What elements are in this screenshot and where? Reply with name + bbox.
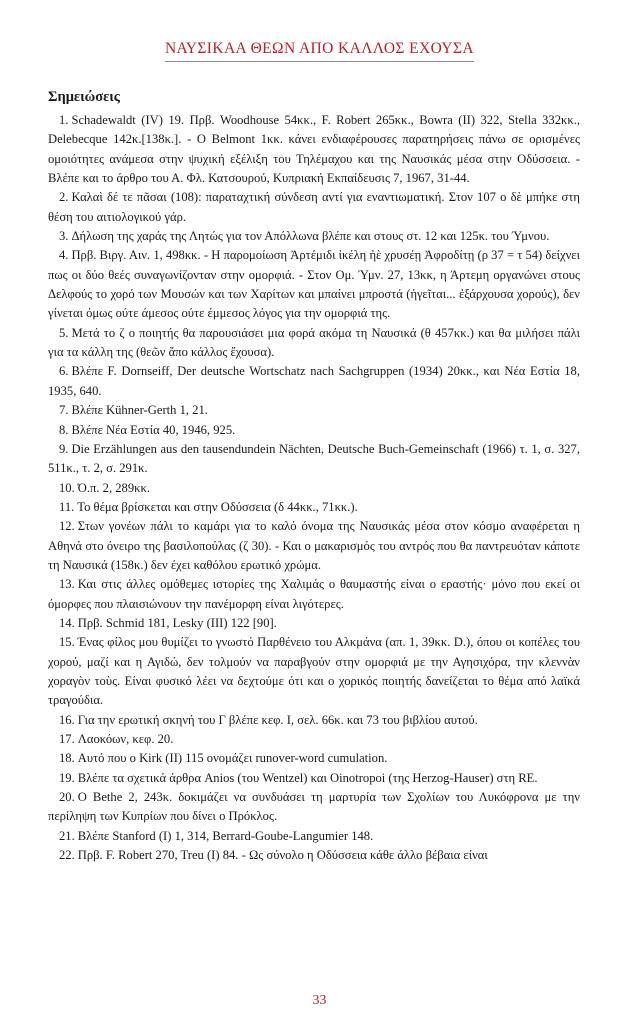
note-number: 9. bbox=[59, 441, 69, 456]
note-text: Μετά το ζ ο ποιητής θα παρουσιάσει μια φορά ακόμα τη Ναυσικά (θ 457κκ.) και θα μιλήσει πάλι για τα κάλλη της (θεῶν ἄπο κάλλος ἔχουσα). bbox=[48, 325, 580, 360]
note-text: Βλέπε Νέα Εστία 40, 1946, 925. bbox=[71, 422, 236, 437]
note-item bbox=[48, 517, 580, 575]
note-number: 8. bbox=[59, 422, 69, 437]
note-number: 5. bbox=[59, 325, 69, 340]
note-number: 19. bbox=[59, 770, 75, 785]
note-item bbox=[48, 246, 580, 323]
notes-section bbox=[48, 88, 580, 865]
note-item bbox=[48, 498, 580, 517]
running-header-title: ΝΑΥΣΙΚΑΑ ΘΕΩΝ ΑΠΟ ΚΑΛΛΟΣ ΕΧΟΥΣΑ bbox=[165, 40, 474, 62]
note-text: Βλέπε τα σχετικά άρθρα Anios (του Wentzel) και Oinotropoi (της Herzog-Hauser) στη RE. bbox=[77, 770, 538, 785]
note-number: 15. bbox=[59, 635, 75, 650]
note-item bbox=[48, 111, 580, 188]
note-item bbox=[48, 421, 580, 440]
note-number: 21. bbox=[59, 828, 75, 843]
note-item bbox=[48, 188, 580, 227]
note-number: 7. bbox=[59, 403, 69, 418]
note-number: 12. bbox=[59, 519, 75, 534]
note-item bbox=[48, 575, 580, 614]
note-item bbox=[48, 769, 580, 788]
note-text: Πρβ. Βιργ. Αιν. 1, 498κκ. - Η παρομοίωση Ἀρτέμιδι ἰκέλη ἠὲ χρυσέῃ Ἀφροδίτῃ (ρ 37 = τ 54) δείχνει πως οι δύο θεές συναγωνίζονταν στην ομορφιά. - Στον Ομ. Ύμν. 27, 13κκ, η Άρτεμη οργανώνει στους Δελφούς το χορό των Μουσών και των Χαρίτων και μπαίνει μπροστά (ἡγεῖται... ἐξάρχουσα χορούς), δεν γίνεται όμως ούτε άμεσος ούτε έμμεσος λόγος για την ομορφιά της. bbox=[48, 248, 580, 321]
note-text: Για την ερωτική σκηνή του Γ βλέπε κεφ. I, σελ. 66κ. και 73 του βιβλίου αυτού. bbox=[77, 712, 478, 727]
note-text: Die Erzählungen aus den tausendundein Nächten, Deutsche Buch-Gemeinschaft (1966) τ. 1, σ. 327, 511κ., τ. 2, σ. 291κ. bbox=[48, 441, 580, 476]
note-text: Λαοκόων, κεφ. 20. bbox=[77, 732, 174, 746]
note-number: 16. bbox=[59, 712, 75, 727]
running-header bbox=[0, 40, 639, 62]
note-item bbox=[48, 827, 580, 846]
note-text: Και στις άλλες ομόθεμες ιστορίες της Χαλιμάς ο θαυμαστής είναι ο εραστής· μόνο που εκεί οι όμορφες που πλαισιώνουν την πανέμορφη είναι λιγότερες. bbox=[48, 577, 580, 611]
note-item bbox=[48, 362, 580, 401]
notes-list bbox=[48, 111, 580, 865]
note-text: Βλέπε Stanford (I) 1, 314, Berrard-Goube-Langumier 148. bbox=[77, 828, 374, 843]
note-text: Στων γονέων πάλι το καμάρι για το καλό όνομα της Ναυσικάς μέσα στον κόσμο αναφέρεται η Αθηνά στο όνειρο της βασιλοπούλας (ζ 30). - Και ο μακαρισμός του αντρός που θα παντρευόταν κάποτε τη Ναυσικά (158κ.) δεν έχει καθόλου ερωτικό χρώμα. bbox=[48, 519, 580, 572]
page-number: 33 bbox=[312, 993, 327, 1008]
note-text: Ο Bethe 2, 243κ. δοκιμάζει να συνδυάσει τη μαρτυρία των Σχολίων του Λυκόφρονα με την περίληψη των Κυπρίων που δίνει ο Πρόκλος. bbox=[48, 790, 580, 824]
note-number: 14. bbox=[59, 615, 75, 630]
note-item bbox=[48, 711, 580, 730]
note-number: 13. bbox=[59, 577, 75, 592]
note-number: 2. bbox=[59, 190, 69, 205]
note-number: 17. bbox=[59, 732, 75, 746]
note-text: Πρβ. Schmid 181, Lesky (III) 122 [90]. bbox=[77, 615, 277, 630]
note-text: Πρβ. F. Robert 270, Treu (I) 84. - Ως σύνολο η Οδύσσεια κάθε άλλο βέβαια είναι bbox=[77, 848, 488, 863]
note-number: 22. bbox=[59, 848, 75, 863]
note-item bbox=[48, 440, 580, 479]
note-number: 20. bbox=[59, 790, 75, 805]
note-item bbox=[48, 730, 580, 749]
note-item bbox=[48, 227, 580, 246]
note-text: Βλέπε Kühner-Gerth 1, 21. bbox=[71, 403, 208, 418]
note-number: 3. bbox=[59, 229, 69, 244]
note-text: Ό.π. 2, 289κκ. bbox=[77, 480, 150, 495]
note-number: 4. bbox=[59, 248, 69, 263]
note-text: Καλαὶ δέ τε πᾶσαι (108): παραταχτική σύνδεση αντί για εναντιωματική. Στον 107 ο δὲ μπήκε στη θέση του αιτιολογικού γάρ. bbox=[48, 190, 580, 224]
note-item bbox=[48, 324, 580, 363]
note-text: Βλέπε F. Dornseiff, Der deutsche Wortschatz nach Sachgruppen (1934) 20κκ., και Νέα Εστία 18, 1935, 640. bbox=[48, 364, 580, 398]
note-text: Αυτό που ο Kirk (II) 115 ονομάζει runover-word cumulation. bbox=[77, 751, 388, 766]
section-heading: Σημειώσεις bbox=[48, 89, 120, 105]
note-item bbox=[48, 614, 580, 633]
note-text: Schadewaldt (IV) 19. Πρβ. Woodhouse 54κκ., F. Robert 265κκ., Bowra (II) 322, Stella 332κκ., Delebecque 142κ.[138κ.]. - Ο Belmont 1κκ. κάνει ενδιαφέρουσες παρατηρήσεις πάνω σε ορισμένες ομοιότητες ανάμεσα στην ψυχική εξέλιξη του Τηλέμαχου και της Ναυσικάς μέσα στην Οδύσσεια. - Βλέπε και το άρθρο του Α. Φλ. Κατσουρού, Κυπριακή Εκπαίδευσις 7, 1967, 31-44. bbox=[48, 113, 580, 186]
note-item bbox=[48, 846, 580, 865]
note-text: Ένας φίλος μου θυμίζει το γνωστό Παρθένειο του Αλκμάνα (απ. 1, 39κκ. D.), όπου οι κοπέλες του χορού, μαζί και η Αγιδώ, δεν τολμούν να παραβγούν στην ομορφιά με την Αγησιχόρα, την κλεννὰν χοραγὸν τοὺς. Είναι φυσικό λέει να δεχτούμε ότι και ο χορικός ποιητής δανείζεται το θέμα από λαϊκά τραγούδια. bbox=[48, 635, 580, 708]
note-number: 6. bbox=[59, 364, 69, 379]
note-item bbox=[48, 633, 580, 710]
note-number: 1. bbox=[59, 113, 69, 127]
note-text: Το θέμα βρίσκεται και στην Οδύσσεια (δ 44κκ., 71κκ.). bbox=[77, 499, 358, 514]
note-item bbox=[48, 479, 580, 498]
note-text: Δήλωση της χαράς της Λητώς για τον Απόλλωνα βλέπε και στους στ. 12 και 125κ. του Ύμνου. bbox=[71, 229, 550, 244]
note-number: 18. bbox=[59, 751, 75, 766]
note-item bbox=[48, 788, 580, 827]
note-item bbox=[48, 401, 580, 420]
note-item bbox=[48, 749, 580, 768]
note-number: 10. bbox=[59, 480, 75, 495]
note-number: 11. bbox=[59, 499, 75, 514]
